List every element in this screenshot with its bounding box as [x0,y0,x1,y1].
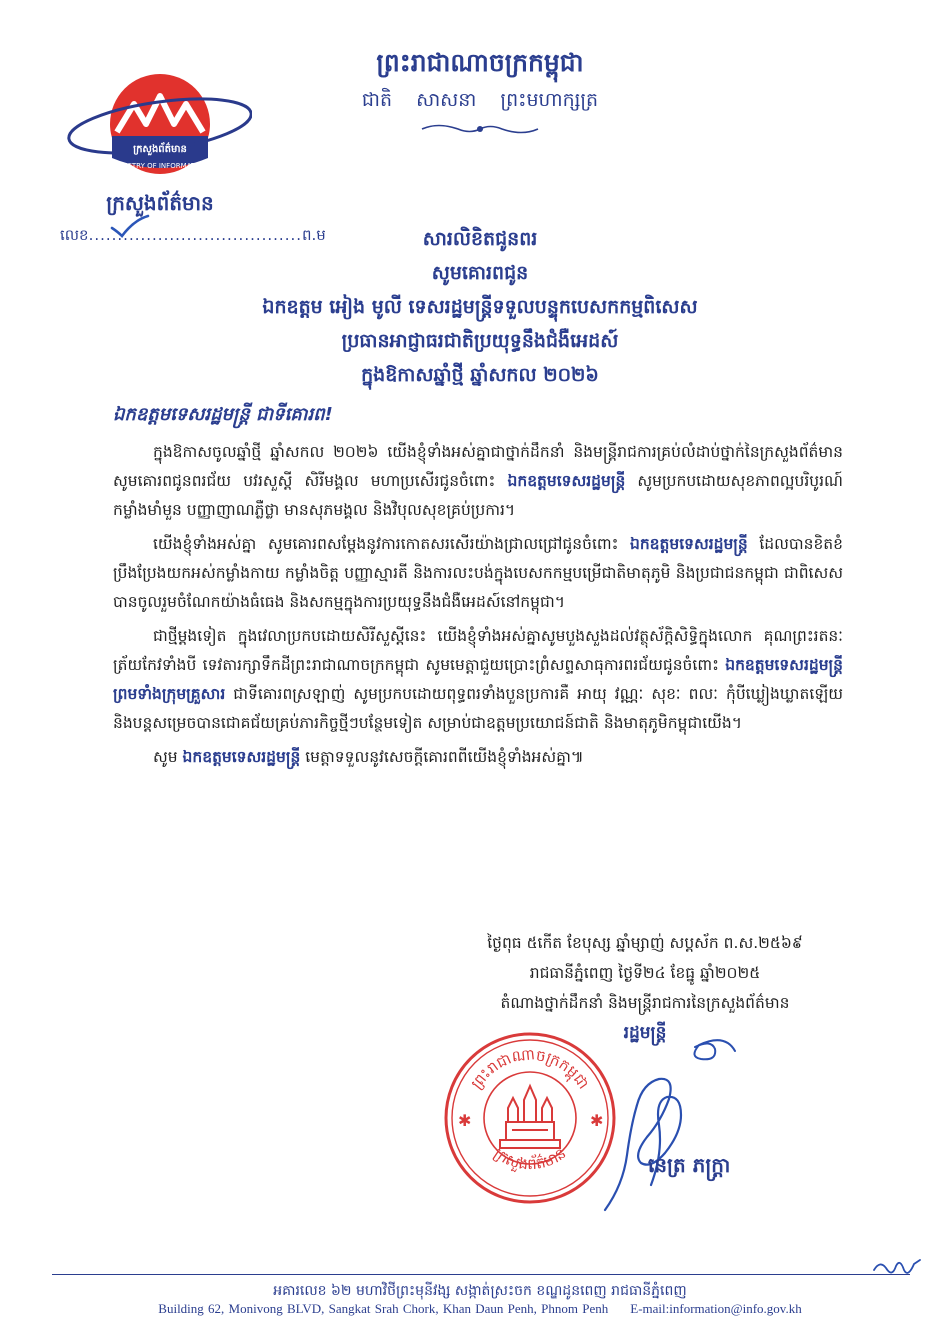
letter-title-block [120,222,840,392]
initials-scribble-icon [872,1256,922,1282]
ornament-divider [418,120,542,138]
footer-address-en [100,1301,860,1317]
footer-divider [52,1274,910,1275]
ministry-logo [62,66,252,184]
paragraph-3: ជាថ្មីម្តងទៀត ក្នុងវេលាប្រកបដោយសិរីសួស្តីនេះ យើងខ្ញុំទាំងអស់គ្នាសូមបួងសួងដល់វត្ថុស័ក្តិសិទ្ធិក្នុងលោក គុណព្រះរតនៈត្រ័យកែវទាំងបី ទេវតារក្សាទឹកដីព្រះរាជាណាចក្រកម្ពុជា សូមមេត្តាជួយប្រោះព្រំសព្ទសាធុការពរជ័យជូនចំពោះ ឯកឧត្តមទេសរដ្ឋមន្ត្រី ព្រមទាំងក្រុមគ្រួសារ ជាទីគោរពស្រឡាញ់ សូមប្រកបដោយពុទ្ធពរទាំងបួនប្រការគឺ អាយុ វណ្ណៈ សុខៈ ពលៈ កុំបីឃ្លៀងឃ្លាតឡើយ និងបន្តសម្រេចបានជោគជ័យគ្រប់ភារកិច្ចថ្មីៗបន្ថែមទៀត សម្រាប់ជាឧត្តមប្រយោជន៍ជាតិ និងមាតុភូមិកម្ពុជាយើង។ [113,627,843,732]
address-en: Building 62, Monivong BLVD, Sangkat Srah Chork, Khan Daun Penh, Phnom Penh [158,1301,609,1316]
on-behalf-line: តំណាងថ្នាក់ដឹកនាំ និងមន្ត្រីរាជការនៃក្រសួងព័ត៌មាន [500,994,790,1012]
national-motto: ជាតិ សាសនា ព្រះមហាក្សត្រ [361,89,599,111]
paragraph-1: ក្នុងឱកាសចូលឆ្នាំថ្មី ឆ្នាំសកល ២០២៦ យើងខ្ញុំទាំងអស់គ្នាជាថ្នាក់ដឹកនាំ និងមន្ត្រីរាជការគ្រប់លំដាប់ថ្នាក់នៃក្រសួងព័ត៌មាន សូមគោរពជូនពរជ័យ បវរសួស្តី សិរីមង្គល មហាប្រសើរជូនចំពោះ ឯកឧត្តមទេសរដ្ឋមន្ត្រី សូមប្រកបដោយសុខភាពល្អបរិបូរណ៍ កម្លាំងមាំមួន បញ្ញាញាណភ្លឺថ្លា មានសុភមង្គល និងវិបុលសុខគ្រប់ប្រការ។ [113,443,843,519]
signer-name: នេត្រ ភក្ត្រា [648,1153,731,1177]
svg-text:✱: ✱ [458,1111,472,1130]
logo-text-km: ក្រសួងព័ត៌មាន [133,144,187,155]
logo-text-en: MINISTRY OF INFORMATION [112,162,208,170]
footer-address-km: អគារលេខ ៦២ មហាវិថីព្រះមុនីវង្ស សង្កាត់ស្រះចក ខណ្ឌដូនពេញ រាជធានីភ្នំពេញ [273,1283,687,1299]
paragraph-2: យើងខ្ញុំទាំងអស់គ្នា សូមគោរពសម្តែងនូវការកោតសរសើរយ៉ាងជ្រាលជ្រៅជូនចំពោះ ឯកឧត្តមទេសរដ្ឋមន្ត្រី ដែលបានខិតខំប្រឹងប្រែងយកអស់កម្លាំងកាយ កម្លាំងចិត្ត បញ្ញាស្មារតី និងការលះបង់ក្នុងបេសកកម្មបម្រើជាតិមាតុភូមិ និងប្រជាជនកម្ពុជា ជាពិសេស បានចូលរួមចំណែកយ៉ាងធំធេង និងសកម្មក្នុងការប្រយុទ្ធនឹងជំងឺអេដស៍នៅកម្ពុជា។ [113,535,843,611]
solar-date: រាជធានីភ្នំពេញ ថ្ងៃទី២៤ ខែធ្នូ ឆ្នាំ២០២៥ [529,964,761,982]
seal-top-text: ព្រះរាជាណាចក្រកម្ពុជា [467,1045,593,1093]
salutation: ឯកឧត្តមទេសរដ្ឋមន្ត្រី ជាទីគោរព! [113,404,333,425]
contact-email: E-mail:information@info.gov.kh [630,1301,802,1316]
letter-title: សារលិខិតជូនពរ [422,228,538,250]
kingdom-heading: ព្រះរាជាណាចក្រកម្ពុជា [376,48,584,77]
svg-text:✱: ✱ [590,1111,604,1130]
addressee-position: ប្រធានអាជ្ញាធរជាតិប្រយុទ្ធនឹងជំងឺអេដស៍ [341,330,619,352]
handwritten-signature-icon [585,1035,745,1215]
seal-bottom-text: ក្រសួងព័ត៌មាន [490,1143,570,1174]
ministry-name: ក្រសួងព័ត៌មាន [106,191,214,215]
reference-number: លេខ.....................................ព.ម [60,226,326,244]
ref-suffix: ព.ម [302,226,326,244]
letter-body [113,438,843,777]
occasion: ក្នុងឱកាសឆ្នាំថ្មី ឆ្នាំសកល ២០២៦ [361,364,599,386]
addressee-name: ឯកឧត្តម អៀង មូលី ទេសរដ្ឋមន្ត្រីទទួលបន្ទុកបេសកកម្មពិសេស [262,296,698,318]
ref-prefix: លេខ [60,226,89,244]
addressee-intro: សូមគោរពជូន [431,262,529,284]
lunar-date: ថ្ងៃពុធ ៥កើត ខែបុស្ស ឆ្នាំម្សាញ់ សប្តស័ក ព.ស.២៥៦៩ [487,934,803,952]
signer-role: រដ្ឋមន្ត្រី [623,1023,667,1043]
paragraph-4: សូម ឯកឧត្តមទេសរដ្ឋមន្ត្រី មេត្តាទទួលនូវសេចក្តីគោរពពីយើងខ្ញុំទាំងអស់គ្នា៕ [153,748,584,766]
